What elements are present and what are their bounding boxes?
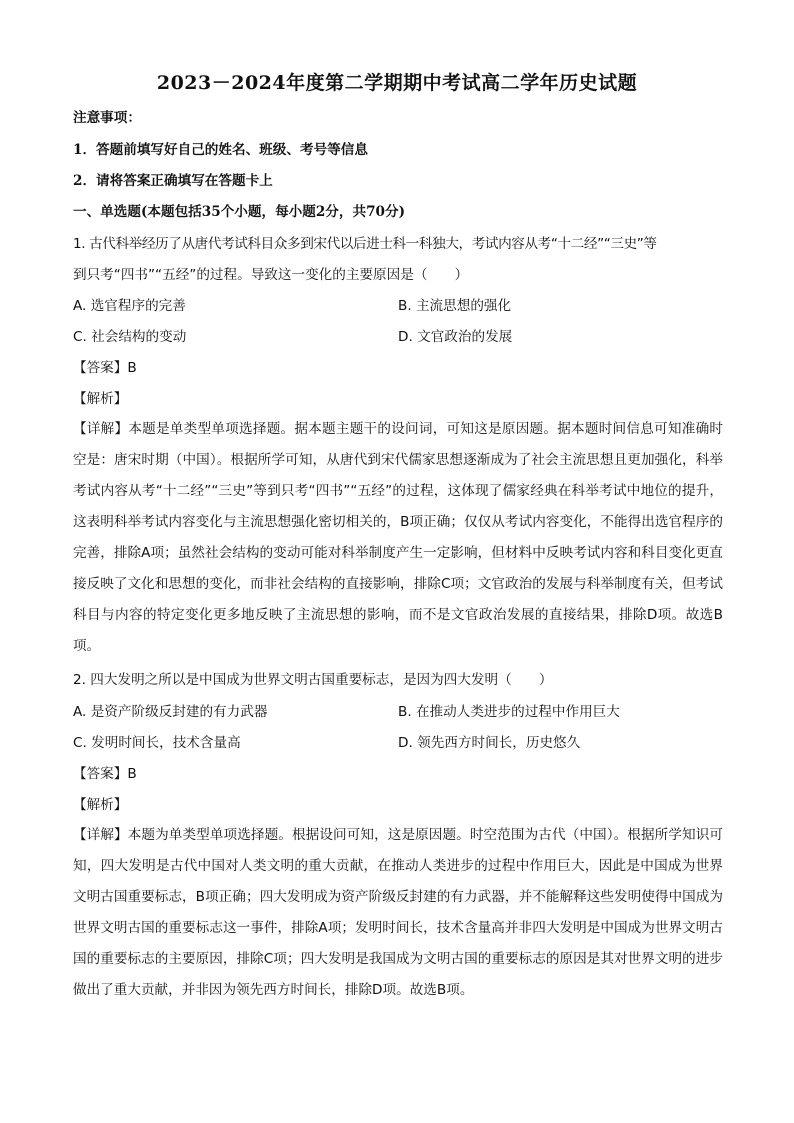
section-heading: 一、单选题(本题包括35个小题，每小题2分，共70分) [73, 204, 406, 220]
notice-item-1: 1．答题前填写好自己的姓名、班级、考号等信息 [73, 142, 368, 158]
q2-stem-line-1: 2. 四大发明之所以是中国成为世界文明古国重要标志，是因为四大发明（ ） [73, 672, 553, 688]
q1-answer: 【答案】B [73, 360, 137, 376]
q2-option-c: C. 发明时间长，技术含量高 [73, 735, 241, 751]
q1-analysis-label: 【解析】 [73, 391, 128, 407]
q1-detail: 【详解】本题是单类型单项选择题。据本题主题干的设问词，可知这是原因题。据本题时间信息可知准确时空是：唐宋时期（中国）。根据所学可知，从唐代到宋代儒家思想逐渐成为了社会主流思想且更加强化，科举考试内容从考“十二经”“三史”等到只考“四书”“五经”的过程，这体现了儒家经典在科举考试中地位的提升，这表明科举考试内容变化与主流思想强化密切相关的，B项正确；仅仅从考试内容变化，不能得出选官程序的完善，排除A项；虽然社会结构的变动可能对科举制度产生一定影响，但材料中反映考试内容和科目变化更直接反映了文化和思想的变化，而非社会结构的直接影响，排除C项；文官政治的发展与科举制度有关，但考试科目与内容的特定变化更多地反映了主流思想的影响，而不是文官政治发展的直接结果，排除D项。故选B项。 [73, 421, 723, 654]
q1-stem-line-1: 1. 古代科举经历了从唐代考试科目众多到宋代以后进士科一科独大，考试内容从考“十二经”“三史”等 [73, 236, 657, 252]
page-title: 2023－2024年度第二学期期中考试高二学年历史试题 [156, 72, 638, 94]
notice-item-2: 2．请将答案正确填写在答题卡上 [73, 173, 273, 189]
q2-option-a: A. 是资产阶级反封建的有力武器 [73, 704, 268, 720]
q2-detail: 【详解】本题为单类型单项选择题。根据设问可知，这是原因题。时空范围为古代（中国）。根据所学知识可知，四大发明是古代中国对人类文明的重大贡献，在推动人类进步的过程中作用巨大，因此是中国成为世界文明古国重要标志，B项正确；四大发明成为资产阶级反封建的有力武器，并不能解释这些发明使得中国成为世界文明古国的重要标志这一事件，排除A项；发明时间长，技术含量高并非四大发明是中国成为世界文明古国的重要标志的主要原因，排除C项；四大发明是我国成为文明古国的重要标志的原因是其对世界文明的进步做出了重大贡献，并非因为领先西方时间长，排除D项。故选B项。 [73, 827, 723, 998]
q1-stem-line-2: 到只考“四书”“五经”的过程。导致这一变化的主要原因是（ ） [73, 267, 469, 283]
q1-option-c: C. 社会结构的变动 [73, 329, 187, 345]
q2-answer: 【答案】B [73, 766, 137, 782]
q1-option-d: D. 文官政治的发展 [398, 329, 513, 345]
q1-option-a: A. 选官程序的完善 [73, 298, 186, 314]
q1-option-b: B. 主流思想的强化 [398, 298, 512, 314]
q2-analysis-label: 【解析】 [73, 797, 128, 813]
q2-option-b: B. 在推动人类进步的过程中作用巨大 [398, 704, 620, 720]
notice-heading: 注意事项： [73, 110, 141, 126]
q2-option-d: D. 领先西方时间长，历史悠久 [398, 735, 581, 751]
